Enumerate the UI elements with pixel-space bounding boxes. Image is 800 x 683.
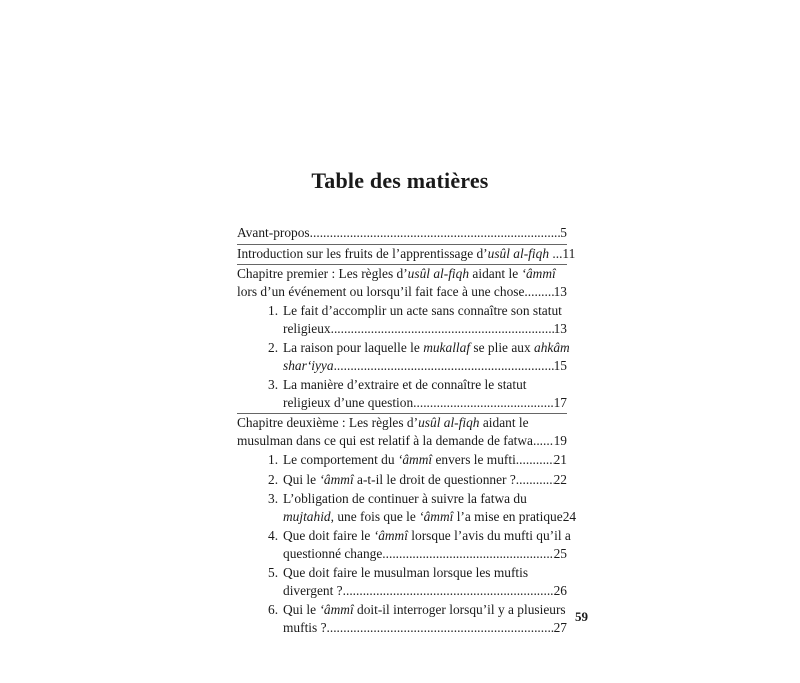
toc-entry-text: Introduction sur les fruits de l’apprentissage d’	[237, 245, 488, 261]
toc-entry-text: Que doit faire le musulman lorsque les muftis	[283, 565, 529, 580]
toc-entry-text: Que doit faire le	[283, 528, 374, 543]
toc-subentry-number: 5.	[268, 565, 279, 580]
toc-entry-text: ...	[549, 245, 563, 261]
toc-entry-text: se plie aux	[470, 340, 535, 355]
dot-leader	[524, 283, 553, 301]
toc-entry-text: l’a mise en pratique	[453, 508, 563, 524]
toc-subentry-number: 6.	[268, 602, 279, 617]
page-number: 59	[575, 609, 588, 624]
toc-subentry	[268, 339, 570, 374]
toc-entry-text: aidant le	[479, 415, 529, 430]
toc-entry	[237, 413, 567, 449]
toc-entry-italic: ‘âmmî	[319, 602, 354, 617]
toc-entry-text: a-t-il le droit de questionner ?	[353, 471, 516, 487]
toc-entry-text: religieux d’une question	[283, 394, 414, 410]
toc-subentry	[268, 471, 567, 489]
dot-leader	[343, 582, 554, 600]
toc-entry-italic: ahkâm	[534, 340, 570, 355]
toc-page: 17	[553, 394, 567, 410]
toc-entry-italic: usûl al-fiqh	[418, 415, 480, 430]
toc-subentry	[268, 451, 567, 469]
toc-page: 13	[553, 283, 567, 299]
toc-entry-text: Qui le	[283, 602, 320, 617]
toc-entry-text: Le fait d’accomplir un acte sans connaître son statut	[283, 303, 562, 318]
toc-entry-text: Chapitre deuxième : Les règles d’	[237, 415, 419, 430]
toc-page: 5	[560, 225, 567, 240]
toc-page: 26	[553, 582, 567, 598]
dot-leader	[331, 320, 554, 338]
toc-subentry	[268, 302, 567, 337]
dot-leader	[533, 432, 554, 450]
dot-leader	[516, 471, 554, 489]
toc-page: 27	[553, 619, 567, 635]
toc-entry-italic: ‘âmmî	[373, 528, 408, 543]
toc-subentry	[268, 601, 567, 636]
toc-page: 21	[553, 452, 567, 467]
toc-entry-text: Chapitre premier : Les règles d’	[237, 266, 408, 281]
toc-subentry	[268, 490, 577, 525]
toc-subentry-number: 3.	[268, 491, 279, 506]
toc-entry-text: lorsque l’avis du mufti qu’il a	[407, 528, 571, 543]
toc-subentry-number: 4.	[268, 528, 279, 543]
toc-page: 25	[553, 545, 567, 561]
dot-leader	[516, 451, 554, 469]
toc-subentry	[268, 376, 567, 411]
toc-entry-text: musulman dans ce qui est relatif à la demande de fatwa	[237, 432, 533, 448]
toc-entry-italic: ‘âmmî	[521, 266, 556, 281]
toc-entry-italic: ‘âmmî	[319, 471, 354, 487]
toc-page: 19	[553, 432, 567, 448]
toc-entry-text: Avant-propos	[237, 225, 310, 240]
toc-subentry-number: 1.	[268, 452, 279, 467]
toc-page: 15	[553, 357, 567, 373]
toc-entry-text: La raison pour laquelle le	[283, 340, 424, 355]
toc-entry-text: religieux	[283, 320, 331, 336]
toc-entry	[237, 264, 567, 300]
toc-entry-text: divergent ?	[283, 582, 343, 598]
toc-subentry-number: 2.	[268, 340, 279, 355]
toc-subentry	[268, 527, 571, 562]
dot-leader	[310, 224, 561, 242]
toc-entry-italic: ‘âmmî	[397, 452, 433, 467]
toc-subentry-number: 2.	[268, 471, 279, 487]
toc-entry-text: Le comportement du	[283, 452, 398, 467]
toc-entry-italic: usûl al-fiqh	[487, 245, 550, 261]
toc-entry-italic: mukallaf	[423, 340, 471, 355]
toc-entry-text: aidant le	[469, 266, 522, 281]
toc-entry-italic: usûl al-fiqh	[407, 266, 470, 281]
toc-entry	[237, 244, 576, 263]
dot-leader	[327, 619, 554, 637]
toc-entry-text: Qui le	[283, 471, 320, 487]
toc-subentry-number: 1.	[268, 303, 279, 318]
toc-entry	[237, 224, 567, 242]
toc-subentry	[268, 564, 567, 599]
table-of-contents	[237, 224, 577, 638]
toc-page: 24	[562, 508, 577, 524]
toc-entry-italic: shar‘iyya	[283, 357, 334, 373]
toc-entry-text: envers le mufti	[432, 452, 516, 467]
dot-leader	[334, 357, 554, 375]
toc-entry-text: La manière d’extraire et de connaître le statut	[283, 377, 527, 392]
page-title: Table des matières	[311, 168, 489, 193]
toc-page: 13	[553, 320, 567, 336]
toc-entry-text: questionné change	[283, 545, 383, 561]
dot-leader	[413, 394, 553, 412]
dot-leader	[382, 545, 553, 563]
toc-subentry-number: 3.	[268, 377, 279, 392]
toc-entry-text: muftis ?	[283, 619, 327, 635]
toc-entry-text: L’obligation de continuer à suivre la fatwa du	[283, 491, 527, 506]
toc-entry-italic: mujtahid	[283, 508, 331, 524]
toc-entry-text: lors d’un événement ou lorsqu’il fait face à une chose	[237, 283, 525, 299]
toc-page: 11	[562, 245, 576, 261]
toc-page: 22	[553, 471, 567, 487]
toc-entry-text: , une fois que le	[330, 508, 420, 524]
toc-entry-text: doit-il interroger lorsqu’il y a plusieurs	[353, 602, 566, 617]
toc-entry-italic: ‘âmmî	[419, 508, 454, 524]
